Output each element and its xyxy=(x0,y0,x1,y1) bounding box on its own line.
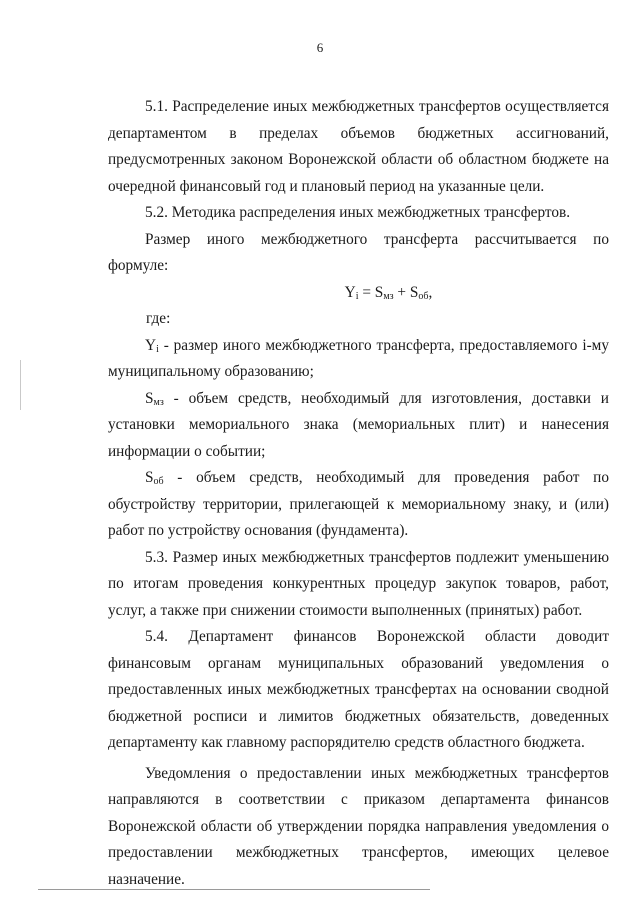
formula-intro: Размер иного межбюджетного трансферта рассчитывается по формуле: xyxy=(108,230,609,274)
paragraph-5-3: 5.3. Размер иных межбюджетных трансфертов подлежит уменьшению по итогам проведения конкурентных процедур закупок товаров, работ, услуг, а также при снижении стоимости выполненных (принятых) работ. xyxy=(108,548,609,619)
paragraph-5-2: 5.2. Методика распределения иных межбюджетных трансфертов. xyxy=(145,204,571,221)
where-label: где: xyxy=(146,310,171,327)
formula-equals: = xyxy=(358,283,375,301)
paragraph-5-4: 5.4. Департамент финансов Воронежской области доводит финансовым органам муниципальных образований уведомления о предоставленных иных межбюджетных трансфертах на основании сводной бюджетной росписи и лимитов бюджетных обязательств, доведенных департаменту как главному распорядителю средств областного бюджета. xyxy=(108,628,609,751)
document-body xyxy=(108,94,609,893)
formula-term1-sub: мз xyxy=(383,290,394,302)
formula-term2-sub: об xyxy=(418,290,429,302)
paragraph-5-1: 5.1. Распределение иных межбюджетных трансфертов осуществляется департаментом в пределах объемов бюджетных ассигнований, предусмотренных законом Воронежской области об областном бюджете на очередной финансовый год и плановый период на указанные цели. xyxy=(108,98,609,195)
formula-lhs: Y xyxy=(344,283,356,301)
definition-smz-symbol: S xyxy=(145,389,154,407)
formula-term1: S xyxy=(374,283,384,301)
definition-y-symbol: Y xyxy=(145,336,157,354)
definition-smz-text: - объем средств, необходимый для изготовления, доставки и установки мемориального знака (мемориальных плит) и нанесения информации о событии; xyxy=(108,389,609,460)
bottom-rule xyxy=(38,889,430,890)
formula-plus: + xyxy=(393,283,410,301)
formula-lhs-sub: i xyxy=(355,290,359,302)
definition-y xyxy=(108,333,609,386)
definition-y-text: - размер иного межбюджетного трансферта, предоставляемого i-му муниципальному образованию; xyxy=(108,336,609,380)
margin-mark xyxy=(20,360,21,410)
definition-smz-sub: мз xyxy=(153,396,164,408)
formula-end: , xyxy=(428,283,433,301)
definition-smz xyxy=(108,386,609,466)
page-number: 6 xyxy=(316,40,324,55)
definition-y-sub: i xyxy=(156,343,159,355)
definition-sob xyxy=(108,465,609,545)
definition-sob-sub: об xyxy=(153,476,164,487)
formula-term2: S xyxy=(409,283,419,301)
definition-sob-text: - объем средств, необходимый для проведения работ по обустройству территории, прилегающей к мемориальному знаку, и (или) работ по устройству основания (фундамента). xyxy=(108,469,609,539)
definition-sob-symbol: S xyxy=(145,469,154,486)
paragraph-notifications: Уведомления о предоставлении иных межбюджетных трансфертов направляются в соответствии с приказом департамента финансов Воронежской области об утверждении порядка направления уведомления о предоставлении межбюджетных трансфертов, имеющих целевое назначение. xyxy=(108,764,609,888)
formula xyxy=(108,280,609,307)
